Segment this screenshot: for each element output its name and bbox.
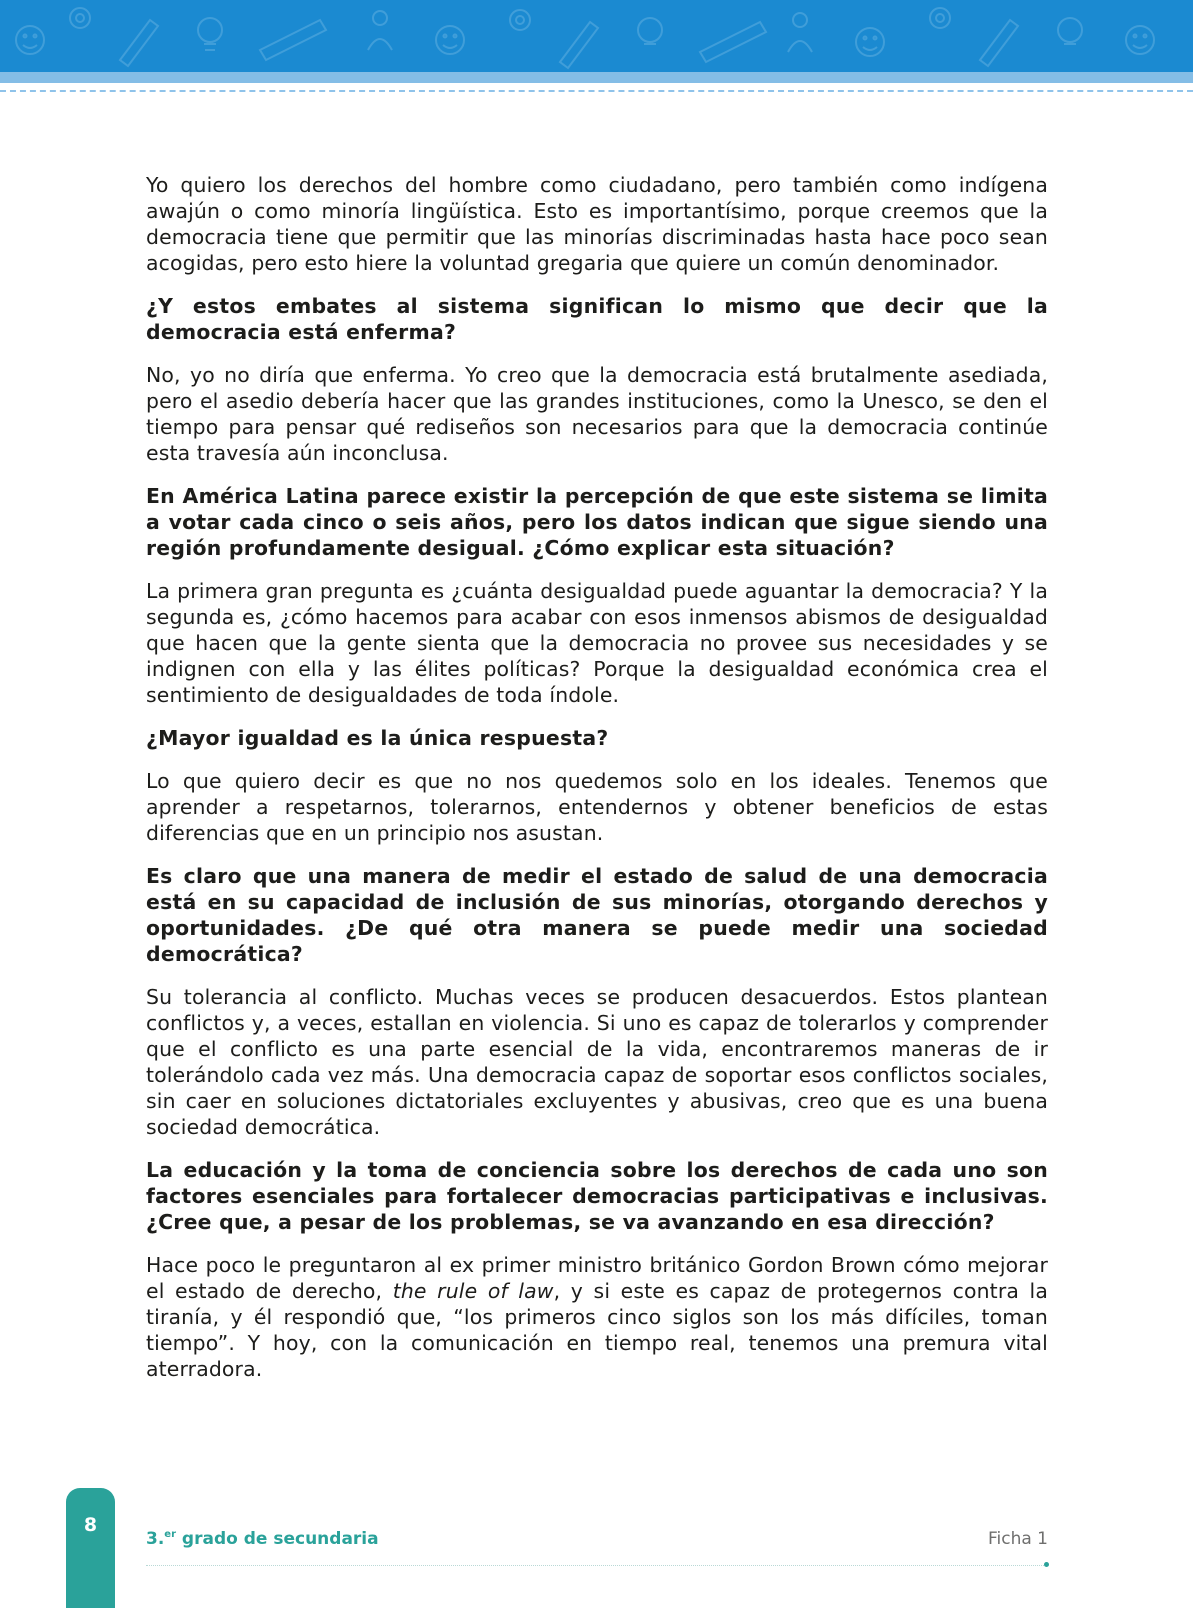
answer-text: , y si este es capaz de protegernos contra la tiranía, y él respondió que, “los primeros cinco siglos son los más difíciles, toman tiempo”. Y hoy, con la comunicación en tiempo real, tenemos una premura vital aterradora. bbox=[146, 1279, 1048, 1381]
question-paragraph: Es claro que una manera de medir el estado de salud de una democracia está en su capacidad de inclusión de sus minorías, otorgando derechos y oportunidades. ¿De qué otra manera se puede medir una sociedad democrática? bbox=[146, 864, 1048, 966]
grade-number: 3. bbox=[146, 1529, 165, 1549]
answer-paragraph: No, yo no diría que enferma. Yo creo que la democracia está brutalmente asediada, pero el asedio debería hacer que las grandes instituciones, como la Unesco, se den el tiempo para pensar qué rediseños son necesarios para que la democracia continúe esta travesía aún inconclusa. bbox=[146, 363, 1048, 465]
header-stripe bbox=[0, 72, 1193, 83]
gear-icon bbox=[70, 8, 90, 28]
answer-text: Hace poco le preguntaron al ex primer ministro británico Gordon Brown cómo mejorar el estado de derecho, bbox=[146, 1253, 1048, 1303]
question-paragraph: La educación y la toma de conciencia sobre los derechos de cada uno son factores esenciales para fortalecer democracias participativas e inclusivas. ¿Cree que, a pesar de los problemas, se va avanzando en esa dirección? bbox=[146, 1158, 1048, 1234]
header-band bbox=[0, 0, 1193, 72]
grade-text: grado de secundaria bbox=[176, 1529, 379, 1549]
header-dashed-divider bbox=[0, 90, 1193, 92]
grade-superscript: er bbox=[164, 1529, 177, 1540]
footer-dotted-rule bbox=[146, 1565, 1046, 1566]
ruler-icon bbox=[260, 20, 326, 60]
pencil-icon bbox=[120, 20, 158, 66]
answer-paragraph: La primera gran pregunta es ¿cuánta desigualdad puede aguantar la democracia? Y la segunda es, ¿cómo hacemos para acabar con esos inmensos abismos de desigualdad que hacen que la gente sienta que la democracia no provee sus necesidades y se indignen con ella y las élites políticas? Porque la desigualdad económica crea el sentimiento de desigualdades de toda índole. bbox=[146, 579, 1048, 707]
page-number: 8 bbox=[83, 1514, 98, 1536]
answer-paragraph: Yo quiero los derechos del hombre como ciudadano, pero también como indígena awajún o como minoría lingüística. Esto es importantísimo, porque creemos que la democracia tiene que permitir que las minorías discriminadas hasta hace poco sean acogidas, pero esto hiere la voluntad gregaria que quiere un común denominador. bbox=[146, 173, 1048, 275]
question-paragraph: ¿Mayor igualdad es la única respuesta? bbox=[146, 726, 609, 750]
answer-paragraph: Lo que quiero decir es que no nos quedemos solo en los ideales. Tenemos que aprender a respetarnos, tolerarnos, entendernos y obtener beneficios de estas diferencias que en un principio nos asustan. bbox=[146, 769, 1048, 845]
grade-label bbox=[146, 1529, 379, 1549]
footer-dot bbox=[1044, 1562, 1049, 1567]
ficha-label: Ficha 1 bbox=[987, 1529, 1048, 1549]
header-pattern bbox=[0, 0, 1193, 72]
page-number-tab bbox=[66, 1488, 115, 1608]
lightbulb-icon bbox=[198, 18, 222, 50]
question-paragraph: En América Latina parece existir la percepción de que este sistema se limita a votar cada cinco o seis años, pero los datos indican que sigue siendo una región profundamente desigual. ¿Cómo explicar esta situación? bbox=[146, 484, 1048, 560]
interview-body bbox=[146, 172, 1048, 1399]
answer-paragraph: Su tolerancia al conflicto. Muchas veces se producen desacuerdos. Estos plantean conflictos y, a veces, estallan en violencia. Si uno es capaz de tolerarlos y comprender que el conflicto es una parte esencial de la vida, encontraremos maneras de ir tolerándolo cada vez más. Una democracia capaz de soportar esos conflictos sociales, sin caer en soluciones dictatoriales excluyentes y abusivas, creo que es una buena sociedad democrática. bbox=[146, 985, 1048, 1139]
italic-phrase: the rule of law bbox=[392, 1279, 554, 1303]
smiley-icon bbox=[16, 26, 44, 54]
answer-paragraph-last bbox=[146, 1252, 1048, 1382]
question-paragraph: ¿Y estos embates al sistema significan lo mismo que decir que la democracia está enferma? bbox=[146, 294, 1048, 344]
person-icon bbox=[368, 11, 392, 50]
